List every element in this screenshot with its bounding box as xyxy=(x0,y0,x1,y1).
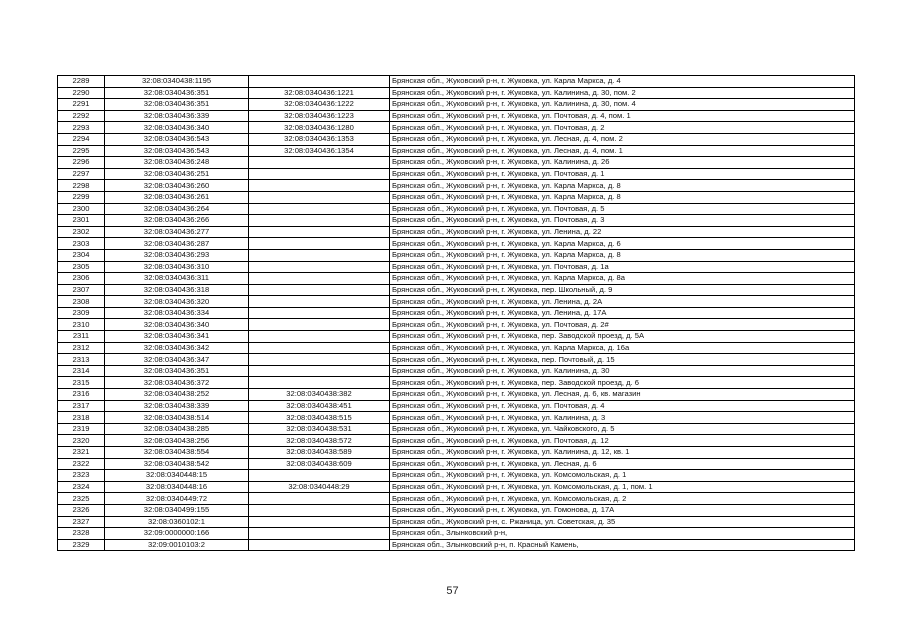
table-row xyxy=(58,226,855,238)
cadastral-number-cell: 32:08:0340436:320 xyxy=(105,296,249,308)
address-cell: Брянская обл., Жуковский р-н, г. Жуковка, ул. Почтовая, д. 2# xyxy=(390,319,855,331)
sub-cadastral-number-cell xyxy=(249,331,390,343)
table-row xyxy=(58,261,855,273)
row-number-cell: 2321 xyxy=(58,447,105,459)
address-cell: Брянская обл., Жуковский р-н, г. Жуковка, ул. Карла Маркса, д. 8 xyxy=(390,191,855,203)
sub-cadastral-number-cell: 32:08:0340436:1353 xyxy=(249,133,390,145)
address-cell: Брянская обл., Жуковский р-н, г. Жуковка, ул. Лесная, д. 4, пом. 2 xyxy=(390,133,855,145)
sub-cadastral-number-cell: 32:08:0340438:515 xyxy=(249,412,390,424)
table-row xyxy=(58,157,855,169)
table-row xyxy=(58,400,855,412)
sub-cadastral-number-cell: 32:08:0340438:572 xyxy=(249,435,390,447)
table-row xyxy=(58,516,855,528)
address-cell: Брянская обл., Жуковский р-н, г. Жуковка, ул. Калинина, д. 12, кв. 1 xyxy=(390,447,855,459)
address-cell: Брянская обл., Жуковский р-н, г. Жуковка, ул. Гомонова, д. 17А xyxy=(390,504,855,516)
sub-cadastral-number-cell xyxy=(249,493,390,505)
row-number-cell: 2290 xyxy=(58,87,105,99)
table-row xyxy=(58,528,855,540)
address-cell: Брянская обл., Жуковский р-н, г. Жуковка, ул. Карла Маркса, д. 4 xyxy=(390,76,855,88)
table-row xyxy=(58,99,855,111)
address-cell: Брянская обл., Жуковский р-н, г. Жуковка, пер. Заводской проезд, д. 5А xyxy=(390,331,855,343)
cadastral-number-cell: 32:08:0340436:340 xyxy=(105,122,249,134)
cadastral-number-cell: 32:08:0340436:266 xyxy=(105,215,249,227)
sub-cadastral-number-cell xyxy=(249,539,390,551)
table-row xyxy=(58,249,855,261)
row-number-cell: 2305 xyxy=(58,261,105,273)
row-number-cell: 2310 xyxy=(58,319,105,331)
property-registry-table xyxy=(57,75,855,551)
table-row xyxy=(58,365,855,377)
cadastral-number-cell: 32:08:0340438:339 xyxy=(105,400,249,412)
sub-cadastral-number-cell: 32:08:0340436:1223 xyxy=(249,110,390,122)
cadastral-number-cell: 32:08:0340436:340 xyxy=(105,319,249,331)
cadastral-number-cell: 32:08:0340449:72 xyxy=(105,493,249,505)
sub-cadastral-number-cell xyxy=(249,203,390,215)
sub-cadastral-number-cell: 32:08:0340438:531 xyxy=(249,423,390,435)
row-number-cell: 2301 xyxy=(58,215,105,227)
table-row xyxy=(58,273,855,285)
table-row xyxy=(58,133,855,145)
row-number-cell: 2322 xyxy=(58,458,105,470)
table-row xyxy=(58,215,855,227)
table-row xyxy=(58,168,855,180)
address-cell: Брянская обл., Жуковский р-н, г. Жуковка, ул. Ленина, д. 2А xyxy=(390,296,855,308)
row-number-cell: 2296 xyxy=(58,157,105,169)
cadastral-number-cell: 32:08:0340438:252 xyxy=(105,389,249,401)
sub-cadastral-number-cell xyxy=(249,157,390,169)
table-row xyxy=(58,470,855,482)
table-row xyxy=(58,412,855,424)
cadastral-number-cell: 32:08:0340436:543 xyxy=(105,145,249,157)
table-row xyxy=(58,180,855,192)
sub-cadastral-number-cell xyxy=(249,261,390,273)
address-cell: Брянская обл., Жуковский р-н, г. Жуковка, ул. Карла Маркса, д. 8 xyxy=(390,180,855,192)
row-number-cell: 2297 xyxy=(58,168,105,180)
row-number-cell: 2295 xyxy=(58,145,105,157)
sub-cadastral-number-cell xyxy=(249,528,390,540)
table-row xyxy=(58,191,855,203)
sub-cadastral-number-cell: 32:08:0340436:1280 xyxy=(249,122,390,134)
address-cell: Брянская обл., Жуковский р-н, г. Жуковка, ул. Почтовая, д. 3 xyxy=(390,215,855,227)
table-row xyxy=(58,539,855,551)
address-cell: Брянская обл., Жуковский р-н, г. Жуковка, ул. Карла Маркса, д. 8 xyxy=(390,249,855,261)
row-number-cell: 2314 xyxy=(58,365,105,377)
sub-cadastral-number-cell xyxy=(249,238,390,250)
sub-cadastral-number-cell: 32:08:0340436:1354 xyxy=(249,145,390,157)
table-row xyxy=(58,145,855,157)
cadastral-number-cell: 32:08:0340436:248 xyxy=(105,157,249,169)
row-number-cell: 2292 xyxy=(58,110,105,122)
address-cell: Брянская обл., Жуковский р-н, г. Жуковка, ул. Комсомольская, д. 2 xyxy=(390,493,855,505)
row-number-cell: 2315 xyxy=(58,377,105,389)
row-number-cell: 2316 xyxy=(58,389,105,401)
sub-cadastral-number-cell: 32:08:0340448:29 xyxy=(249,481,390,493)
sub-cadastral-number-cell xyxy=(249,377,390,389)
row-number-cell: 2304 xyxy=(58,249,105,261)
table-row xyxy=(58,110,855,122)
row-number-cell: 2325 xyxy=(58,493,105,505)
address-cell: Брянская обл., Жуковский р-н, г. Жуковка, ул. Калинина, д. 30 xyxy=(390,365,855,377)
cadastral-number-cell: 32:08:0340436:543 xyxy=(105,133,249,145)
sub-cadastral-number-cell: 32:08:0340438:609 xyxy=(249,458,390,470)
address-cell: Брянская обл., Жуковский р-н, г. Жуковка, ул. Почтовая, д. 1а xyxy=(390,261,855,273)
table-row xyxy=(58,504,855,516)
address-cell: Брянская обл., Жуковский р-н, г. Жуковка, ул. Лесная, д. 6, кв. магазин xyxy=(390,389,855,401)
row-number-cell: 2323 xyxy=(58,470,105,482)
row-number-cell: 2324 xyxy=(58,481,105,493)
row-number-cell: 2308 xyxy=(58,296,105,308)
cadastral-number-cell: 32:08:0340438:514 xyxy=(105,412,249,424)
sub-cadastral-number-cell xyxy=(249,168,390,180)
cadastral-number-cell: 32:09:0010103:2 xyxy=(105,539,249,551)
row-number-cell: 2294 xyxy=(58,133,105,145)
sub-cadastral-number-cell xyxy=(249,354,390,366)
cadastral-number-cell: 32:08:0340436:372 xyxy=(105,377,249,389)
cadastral-number-cell: 32:08:0340438:542 xyxy=(105,458,249,470)
sub-cadastral-number-cell: 32:08:0340436:1221 xyxy=(249,87,390,99)
table-row xyxy=(58,493,855,505)
row-number-cell: 2291 xyxy=(58,99,105,111)
row-number-cell: 2298 xyxy=(58,180,105,192)
row-number-cell: 2306 xyxy=(58,273,105,285)
cadastral-number-cell: 32:08:0340448:15 xyxy=(105,470,249,482)
cadastral-number-cell: 32:08:0340436:339 xyxy=(105,110,249,122)
address-cell: Брянская обл., Жуковский р-н, г. Жуковка, ул. Ленина, д. 17А xyxy=(390,307,855,319)
address-cell: Брянская обл., Жуковский р-н, г. Жуковка, ул. Комсомольская, д. 1, пом. 1 xyxy=(390,481,855,493)
table-row xyxy=(58,296,855,308)
address-cell: Брянская обл., Жуковский р-н, г. Жуковка, пер. Почтовый, д. 15 xyxy=(390,354,855,366)
address-cell: Брянская обл., Жуковский р-н, г. Жуковка, ул. Лесная, д. 6 xyxy=(390,458,855,470)
sub-cadastral-number-cell: 32:08:0340438:382 xyxy=(249,389,390,401)
table-row xyxy=(58,377,855,389)
table-row xyxy=(58,76,855,88)
sub-cadastral-number-cell: 32:08:0340436:1222 xyxy=(249,99,390,111)
address-cell: Брянская обл., Жуковский р-н, г. Жуковка, ул. Карла Маркса, д. 6 xyxy=(390,238,855,250)
address-cell: Брянская обл., Жуковский р-н, г. Жуковка, ул. Калинина, д. 30, пом. 2 xyxy=(390,87,855,99)
row-number-cell: 2293 xyxy=(58,122,105,134)
address-cell: Брянская обл., Жуковский р-н, г. Жуковка, ул. Почтовая, д. 12 xyxy=(390,435,855,447)
sub-cadastral-number-cell xyxy=(249,215,390,227)
address-cell: Брянская обл., Жуковский р-н, г. Жуковка, ул. Почтовая, д. 1 xyxy=(390,168,855,180)
cadastral-number-cell: 32:08:0360102:1 xyxy=(105,516,249,528)
address-cell: Брянская обл., Жуковский р-н, г. Жуковка, пер. Заводской проезд, д. 6 xyxy=(390,377,855,389)
page-number: 57 xyxy=(446,585,459,597)
cadastral-number-cell: 32:08:0340436:260 xyxy=(105,180,249,192)
table-row xyxy=(58,284,855,296)
address-cell: Брянская обл., Жуковский р-н, г. Жуковка, ул. Калинина, д. 30, пом. 4 xyxy=(390,99,855,111)
address-cell: Брянская обл., Жуковский р-н, г. Жуковка, ул. Калинина, д. 3 xyxy=(390,412,855,424)
address-cell: Брянская обл., Жуковский р-н, г. Жуковка, пер. Школьный, д. 9 xyxy=(390,284,855,296)
table-row xyxy=(58,238,855,250)
cadastral-number-cell: 32:08:0340436:318 xyxy=(105,284,249,296)
address-cell: Брянская обл., Жуковский р-н, г. Жуковка, ул. Чайковского, д. 5 xyxy=(390,423,855,435)
cadastral-number-cell: 32:09:0000000:166 xyxy=(105,528,249,540)
row-number-cell: 2309 xyxy=(58,307,105,319)
cadastral-number-cell: 32:08:0340436:351 xyxy=(105,99,249,111)
row-number-cell: 2289 xyxy=(58,76,105,88)
address-cell: Брянская обл., Жуковский р-н, г. Жуковка, ул. Ленина, д. 22 xyxy=(390,226,855,238)
cadastral-number-cell: 32:08:0340436:347 xyxy=(105,354,249,366)
row-number-cell: 2311 xyxy=(58,331,105,343)
sub-cadastral-number-cell xyxy=(249,249,390,261)
row-number-cell: 2326 xyxy=(58,504,105,516)
address-cell: Брянская обл., Жуковский р-н, г. Жуковка, ул. Почтовая, д. 2 xyxy=(390,122,855,134)
sub-cadastral-number-cell xyxy=(249,319,390,331)
row-number-cell: 2300 xyxy=(58,203,105,215)
address-cell: Брянская обл., Злынковский р-н, п. Красный Камень, xyxy=(390,539,855,551)
cadastral-number-cell: 32:08:0340436:293 xyxy=(105,249,249,261)
sub-cadastral-number-cell xyxy=(249,342,390,354)
row-number-cell: 2318 xyxy=(58,412,105,424)
table-row xyxy=(58,435,855,447)
address-cell: Брянская обл., Жуковский р-н, г. Жуковка, ул. Комсомольская, д. 1 xyxy=(390,470,855,482)
address-cell: Брянская обл., Жуковский р-н, г. Жуковка, ул. Калинина, д. 26 xyxy=(390,157,855,169)
table-row xyxy=(58,203,855,215)
cadastral-number-cell: 32:08:0340436:264 xyxy=(105,203,249,215)
row-number-cell: 2320 xyxy=(58,435,105,447)
table-row xyxy=(58,481,855,493)
registry-table-body xyxy=(58,76,855,551)
row-number-cell: 2299 xyxy=(58,191,105,203)
table-row xyxy=(58,447,855,459)
address-cell: Брянская обл., Жуковский р-н, с. Ржаница, ул. Советская, д. 35 xyxy=(390,516,855,528)
row-number-cell: 2317 xyxy=(58,400,105,412)
sub-cadastral-number-cell xyxy=(249,296,390,308)
address-cell: Брянская обл., Жуковский р-н, г. Жуковка, ул. Почтовая, д. 4, пом. 1 xyxy=(390,110,855,122)
address-cell: Брянская обл., Жуковский р-н, г. Жуковка, ул. Почтовая, д. 4 xyxy=(390,400,855,412)
cadastral-number-cell: 32:08:0340438:285 xyxy=(105,423,249,435)
address-cell: Брянская обл., Жуковский р-н, г. Жуковка, ул. Карла Маркса, д. 16а xyxy=(390,342,855,354)
sub-cadastral-number-cell xyxy=(249,226,390,238)
table-row xyxy=(58,319,855,331)
cadastral-number-cell: 32:08:0340438:256 xyxy=(105,435,249,447)
cadastral-number-cell: 32:08:0340448:16 xyxy=(105,481,249,493)
row-number-cell: 2303 xyxy=(58,238,105,250)
table-row xyxy=(58,87,855,99)
cadastral-number-cell: 32:08:0340436:311 xyxy=(105,273,249,285)
address-cell: Брянская обл., Злынковский р-н, xyxy=(390,528,855,540)
table-row xyxy=(58,307,855,319)
cadastral-number-cell: 32:08:0340436:351 xyxy=(105,365,249,377)
cadastral-number-cell: 32:08:0340436:251 xyxy=(105,168,249,180)
table-row xyxy=(58,331,855,343)
table-row xyxy=(58,423,855,435)
row-number-cell: 2327 xyxy=(58,516,105,528)
sub-cadastral-number-cell xyxy=(249,470,390,482)
cadastral-number-cell: 32:08:0340436:287 xyxy=(105,238,249,250)
table-row xyxy=(58,354,855,366)
cadastral-number-cell: 32:08:0340499:155 xyxy=(105,504,249,516)
cadastral-number-cell: 32:08:0340436:342 xyxy=(105,342,249,354)
table-row xyxy=(58,122,855,134)
cadastral-number-cell: 32:08:0340438:554 xyxy=(105,447,249,459)
cadastral-number-cell: 32:08:0340436:334 xyxy=(105,307,249,319)
sub-cadastral-number-cell: 32:08:0340438:589 xyxy=(249,447,390,459)
address-cell: Брянская обл., Жуковский р-н, г. Жуковка, ул. Карла Маркса, д. 8а xyxy=(390,273,855,285)
cadastral-number-cell: 32:08:0340436:310 xyxy=(105,261,249,273)
row-number-cell: 2302 xyxy=(58,226,105,238)
sub-cadastral-number-cell xyxy=(249,76,390,88)
sub-cadastral-number-cell xyxy=(249,365,390,377)
cadastral-number-cell: 32:08:0340438:1195 xyxy=(105,76,249,88)
row-number-cell: 2319 xyxy=(58,423,105,435)
row-number-cell: 2307 xyxy=(58,284,105,296)
table-row xyxy=(58,342,855,354)
cadastral-number-cell: 32:08:0340436:341 xyxy=(105,331,249,343)
table-row xyxy=(58,458,855,470)
row-number-cell: 2312 xyxy=(58,342,105,354)
cadastral-number-cell: 32:08:0340436:277 xyxy=(105,226,249,238)
table-row xyxy=(58,389,855,401)
address-cell: Брянская обл., Жуковский р-н, г. Жуковка, ул. Почтовая, д. 5 xyxy=(390,203,855,215)
sub-cadastral-number-cell xyxy=(249,191,390,203)
cadastral-number-cell: 32:08:0340436:351 xyxy=(105,87,249,99)
row-number-cell: 2329 xyxy=(58,539,105,551)
address-cell: Брянская обл., Жуковский р-н, г. Жуковка, ул. Лесная, д. 4, пом. 1 xyxy=(390,145,855,157)
sub-cadastral-number-cell xyxy=(249,307,390,319)
sub-cadastral-number-cell xyxy=(249,180,390,192)
sub-cadastral-number-cell xyxy=(249,516,390,528)
sub-cadastral-number-cell: 32:08:0340438:451 xyxy=(249,400,390,412)
sub-cadastral-number-cell xyxy=(249,273,390,285)
sub-cadastral-number-cell xyxy=(249,504,390,516)
sub-cadastral-number-cell xyxy=(249,284,390,296)
cadastral-number-cell: 32:08:0340436:261 xyxy=(105,191,249,203)
row-number-cell: 2313 xyxy=(58,354,105,366)
row-number-cell: 2328 xyxy=(58,528,105,540)
